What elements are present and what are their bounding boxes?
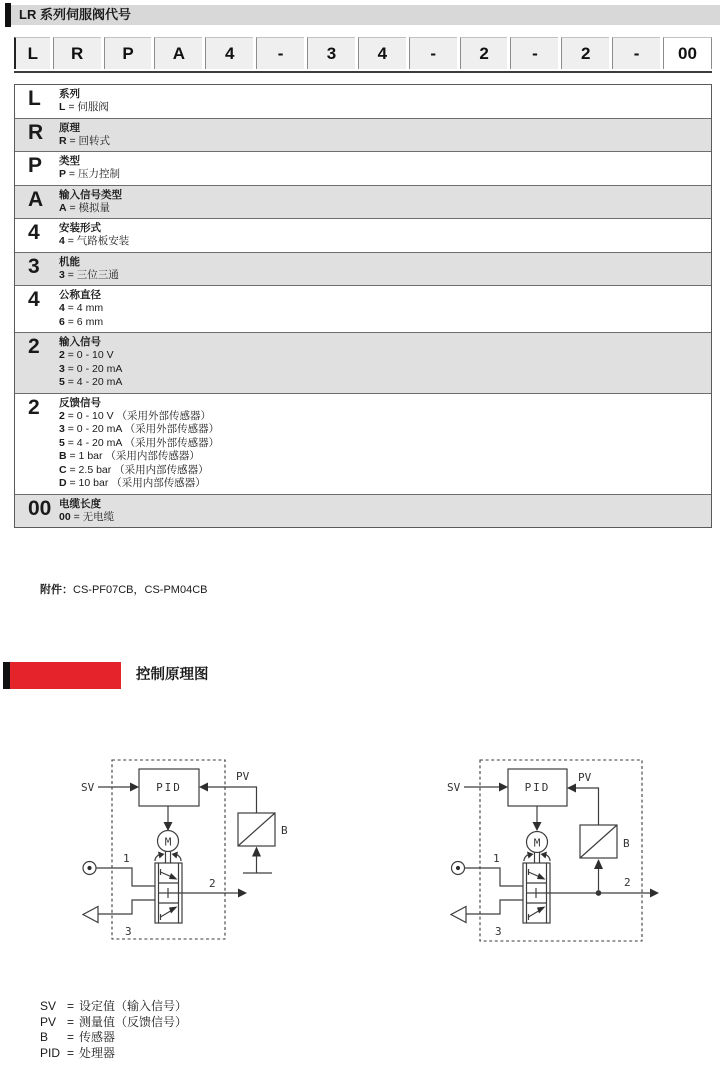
pv-label: PV xyxy=(578,771,592,784)
row-option: 4 = 气路板安装 xyxy=(59,235,130,247)
control-diagram-internal-sensor xyxy=(420,738,726,960)
motor-label: M xyxy=(533,836,541,850)
code-row xyxy=(14,37,712,73)
arrow-up-icon xyxy=(594,859,603,869)
accessories-value: CS-PF07CB，CS-PM04CB xyxy=(73,584,208,596)
row-option: 4 = 4 mm xyxy=(59,302,104,314)
rotate-arrow-icon xyxy=(527,852,534,859)
exhaust-icon xyxy=(451,907,466,923)
code-cell: R xyxy=(53,37,101,69)
pv-wire xyxy=(208,787,257,813)
sensor-label: B xyxy=(281,824,288,837)
pid-label: PID xyxy=(524,781,551,794)
row-option: B = 1 bar （采用内部传感器） xyxy=(59,450,200,462)
table-row xyxy=(15,219,711,253)
code-cell: L xyxy=(14,37,50,69)
port3-wire xyxy=(466,900,523,914)
code-cell: A xyxy=(154,37,202,69)
row-code: 4 xyxy=(28,221,40,244)
code-cell: P xyxy=(104,37,152,69)
row-option: P = 压力控制 xyxy=(59,168,120,180)
row-title: 输入信号 xyxy=(59,336,101,348)
port2-label: 2 xyxy=(209,877,216,890)
rotate-arrow-icon xyxy=(541,852,548,859)
sensor-label: B xyxy=(623,837,630,850)
arrow-down-icon xyxy=(533,822,542,831)
accessories-label: 附件： xyxy=(40,584,73,596)
arrow-right-icon xyxy=(130,783,139,792)
row-code: L xyxy=(28,87,41,110)
exhaust-icon xyxy=(83,907,98,923)
table-row xyxy=(15,152,711,186)
arrow-up-icon xyxy=(252,847,261,857)
table-row xyxy=(15,495,711,528)
banner-black-accent xyxy=(3,662,10,689)
sensor-diagonal xyxy=(238,813,275,846)
row-code: R xyxy=(28,120,44,144)
rotate-arrow-icon xyxy=(158,852,165,859)
row-code: 3 xyxy=(28,254,40,278)
arrow-right-icon xyxy=(499,783,508,792)
code-cell: 4 xyxy=(205,37,253,69)
row-code: 00 xyxy=(28,496,52,520)
row-title: 类型 xyxy=(59,155,80,167)
row-option: 2 = 0 - 10 V xyxy=(59,349,114,361)
pid-label: PID xyxy=(156,781,182,794)
row-option: 5 = 4 - 20 mA xyxy=(59,376,123,388)
row-option: C = 2.5 bar （采用内部传感器） xyxy=(59,463,209,476)
row-code: P xyxy=(28,154,43,177)
sv-label: SV xyxy=(81,781,95,794)
row-option: 3 = 三位三通 xyxy=(59,268,119,281)
code-cell: - xyxy=(612,37,660,69)
code-cell: 2 xyxy=(460,37,508,69)
motor-label: M xyxy=(164,835,172,849)
arrow-left-icon xyxy=(199,783,208,792)
row-option: D = 10 bar （采用内部传感器） xyxy=(59,477,206,489)
arrow-down-icon xyxy=(164,822,173,831)
section-title: 控制原理图 xyxy=(136,667,209,683)
row-title: 安装形式 xyxy=(59,222,101,234)
row-code: 2 xyxy=(28,395,40,419)
table-row xyxy=(15,186,711,220)
row-title: 电缆长度 xyxy=(59,497,101,510)
row-code: 2 xyxy=(28,335,40,358)
accessories-line xyxy=(40,584,207,597)
code-cell: - xyxy=(409,37,457,69)
port1-wire xyxy=(465,868,524,886)
legend-item: PID = 处理器 xyxy=(40,1045,116,1060)
row-option: 6 = 6 mm xyxy=(59,315,104,328)
code-table xyxy=(14,84,712,528)
row-title: 输入信号类型 xyxy=(59,188,122,201)
table-row xyxy=(15,119,711,153)
row-option: 3 = 0 - 20 mA （采用外部传感器） xyxy=(59,423,220,435)
row-title: 公称直径 xyxy=(59,289,101,301)
legend-item: B = 传感器 xyxy=(40,1030,116,1044)
row-title: 反馈信号 xyxy=(59,396,101,409)
page-title: LR 系列伺服阀代号 xyxy=(11,5,720,25)
pv-label: PV xyxy=(236,770,250,783)
legend xyxy=(40,999,187,1061)
arrow-right-icon xyxy=(650,889,659,898)
control-diagram-external-sensor xyxy=(60,738,360,960)
legend-item: PV = 测量值（反馈信号） xyxy=(40,1014,188,1029)
row-title: 系列 xyxy=(59,88,80,100)
arrow-left-icon xyxy=(567,784,576,793)
code-cell: - xyxy=(256,37,304,69)
sensor-diagonal xyxy=(580,825,617,858)
code-cell: 3 xyxy=(307,37,355,69)
row-option: 5 = 4 - 20 mA （采用外部传感器） xyxy=(59,436,220,449)
code-cell: 2 xyxy=(561,37,609,69)
row-title: 原理 xyxy=(59,121,80,134)
port1-wire xyxy=(96,868,155,886)
port3-label: 3 xyxy=(125,925,132,938)
table-row xyxy=(15,286,711,333)
arrow-right-icon xyxy=(238,889,247,898)
row-option: 00 = 无电缆 xyxy=(59,510,115,523)
banner-red-accent xyxy=(10,662,121,689)
row-title: 机能 xyxy=(59,255,80,268)
row-option: 2 = 0 - 10 V （采用外部传感器） xyxy=(59,409,211,422)
row-option: A = 模拟量 xyxy=(59,201,111,214)
table-row xyxy=(15,85,711,119)
table-row xyxy=(15,333,711,394)
port3-label: 3 xyxy=(495,925,502,938)
code-cell: 4 xyxy=(358,37,406,69)
code-cell: - xyxy=(510,37,558,69)
row-code: 4 xyxy=(28,288,40,311)
section-banner xyxy=(3,662,209,689)
port1-label: 1 xyxy=(123,852,130,865)
table-row xyxy=(15,253,711,287)
table-row xyxy=(15,394,711,495)
code-cell: 00 xyxy=(663,37,712,69)
rotate-arrow-icon xyxy=(172,852,179,859)
row-option: 3 = 0 - 20 mA xyxy=(59,362,123,375)
port1-label: 1 xyxy=(493,852,500,865)
row-code: A xyxy=(28,187,44,211)
legend-item: SV = 设定值（输入信号） xyxy=(40,999,188,1013)
row-option: L = 伺服阀 xyxy=(59,101,109,113)
port3-wire xyxy=(98,900,155,914)
page-header xyxy=(5,3,720,27)
row-option: R = 回转式 xyxy=(59,134,111,147)
port2-label: 2 xyxy=(624,876,631,889)
sv-label: SV xyxy=(447,781,461,794)
pv-wire xyxy=(576,788,599,825)
